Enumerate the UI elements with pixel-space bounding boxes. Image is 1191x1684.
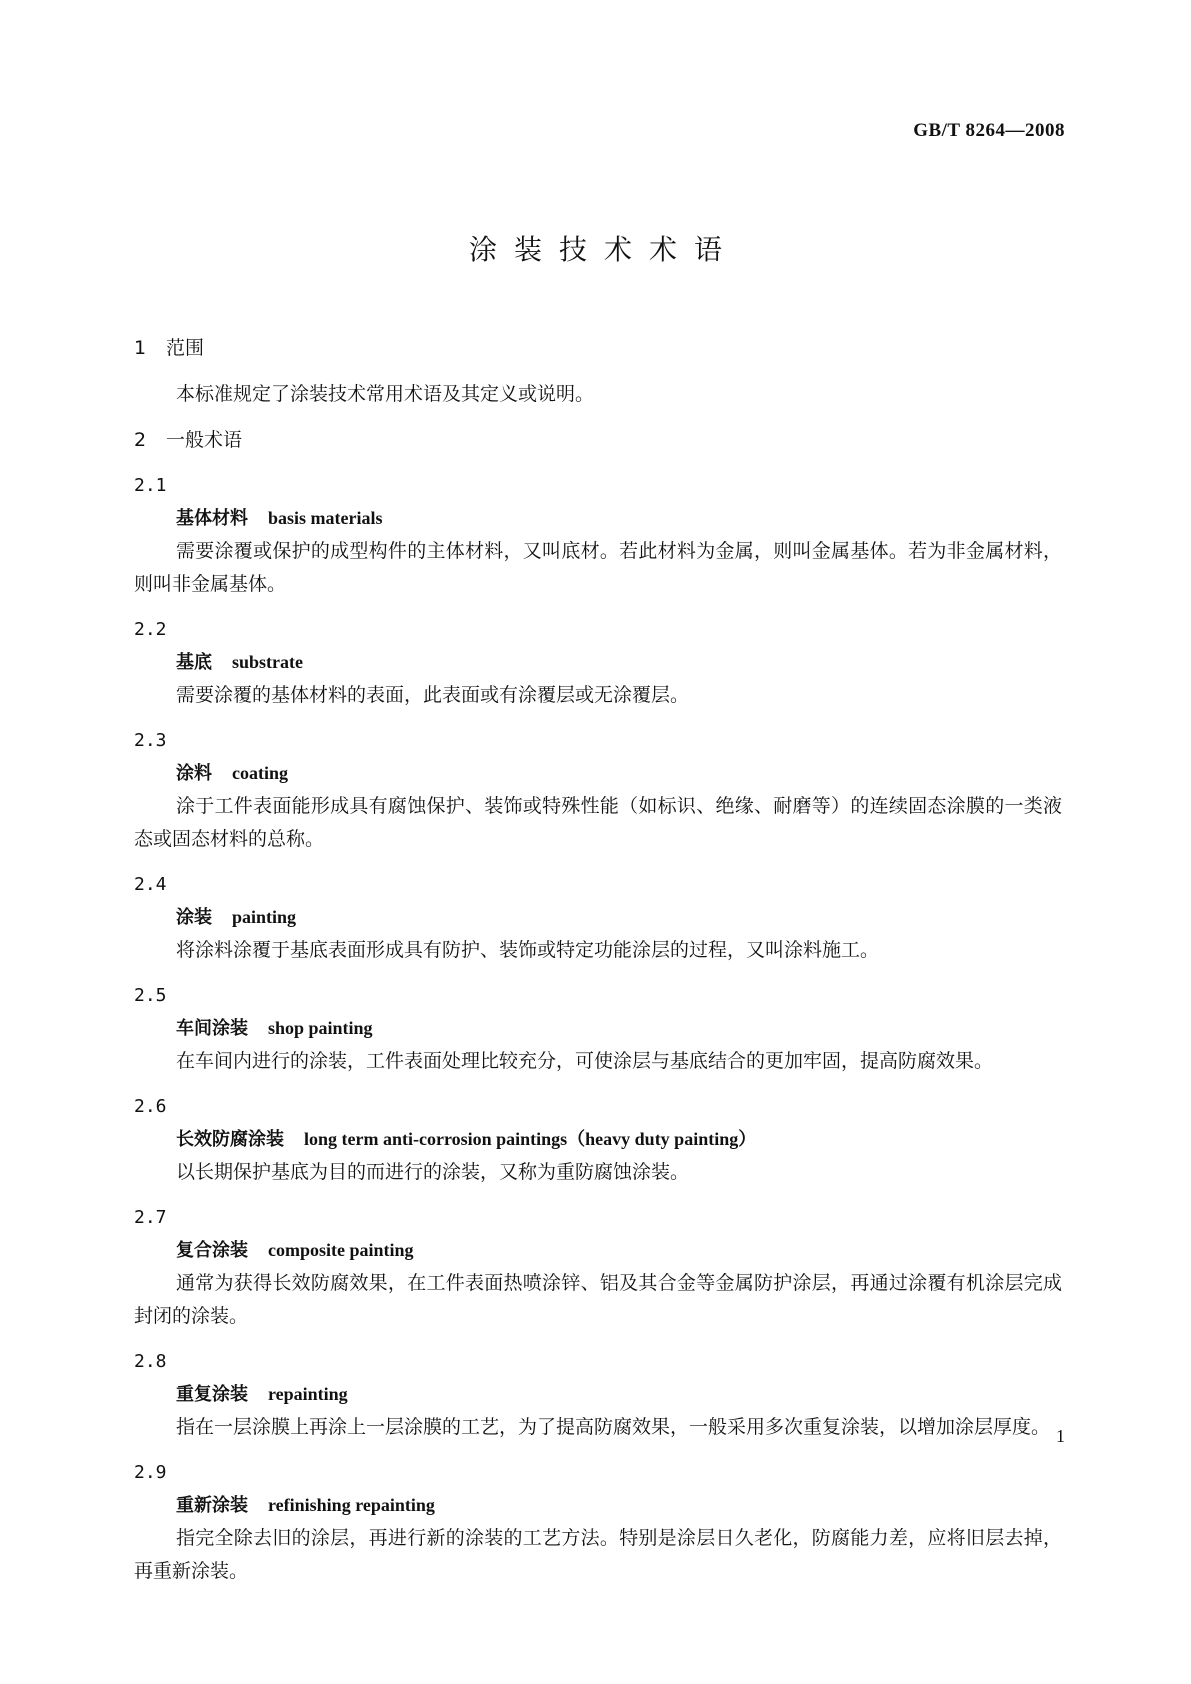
term-number: 2.7 [134,1207,167,1228]
page-number: 1 [1056,1426,1065,1446]
term-english: composite painting [268,1240,414,1260]
term-heading [134,1378,1062,1411]
term-number: 2.9 [134,1462,167,1483]
term-definition: 涂于工件表面能形成具有腐蚀保护、装饰或特殊性能（如标识、绝缘、耐磨等）的连续固态涂膜的一类液态或固态材料的总称。 [134,795,1062,850]
term-heading [134,757,1062,790]
term-heading [134,901,1062,934]
document-title: 涂装技术术语 [468,233,739,266]
term-chinese: 车间涂装 [176,1018,248,1039]
section-heading [134,424,1062,457]
section-heading [134,332,1062,365]
term-chinese: 重复涂装 [176,1384,248,1405]
section-body: 本标准规定了涂装技术常用术语及其定义或说明。 [176,383,595,405]
term-definition: 指在一层涂膜上再涂上一层涂膜的工艺，为了提高防腐效果，一般采用多次重复涂装，以增加涂层厚度。 [176,1416,1051,1438]
standard-code: GB/T 8264—2008 [913,120,1065,141]
term-english: refinishing repainting [268,1495,435,1515]
term-definition: 以长期保护基底为目的而进行的涂装，又称为重防腐蚀涂装。 [176,1161,690,1183]
term-heading [134,1234,1062,1267]
term-chinese: 复合涂装 [176,1240,248,1261]
term-number: 2.2 [134,619,167,640]
term-number: 2.8 [134,1351,167,1372]
term-number: 2.1 [134,475,167,496]
term-number: 2.6 [134,1096,167,1117]
term-chinese: 基体材料 [176,508,248,529]
section-number: 2 [134,429,147,451]
term-chinese: 涂装 [176,907,212,928]
term-heading [134,1012,1062,1045]
term-english: painting [232,907,297,927]
section-title: 范围 [166,337,205,359]
section-number: 1 [134,337,147,359]
term-definition: 通常为获得长效防腐效果，在工件表面热喷涂锌、铝及其合金等金属防护涂层，再通过涂覆有机涂层完成封闭的涂装。 [134,1272,1062,1327]
term-number: 2.3 [134,730,167,751]
term-heading [134,502,1062,535]
term-heading [134,646,1062,679]
term-definition: 将涂料涂覆于基底表面形成具有防护、装饰或特定功能涂层的过程，又叫涂料施工。 [176,939,880,961]
term-definition: 在车间内进行的涂装，工件表面处理比较充分，可使涂层与基底结合的更加牢固，提高防腐效果。 [176,1050,994,1072]
term-english: coating [232,763,288,783]
term-chinese: 长效防腐涂装 [176,1129,284,1150]
term-english: basis materials [268,508,383,528]
term-number: 2.4 [134,874,167,895]
term-english: long term anti-corrosion paintings（heavy duty painting） [304,1129,757,1149]
term-definition: 需要涂覆的基体材料的表面，此表面或有涂覆层或无涂覆层。 [176,684,690,706]
term-chinese: 重新涂装 [176,1495,248,1516]
document-body [134,332,1062,1588]
term-english: shop painting [268,1018,373,1038]
term-number: 2.5 [134,985,167,1006]
term-chinese: 基底 [176,652,212,673]
term-chinese: 涂料 [176,763,212,784]
term-definition: 指完全除去旧的涂层，再进行新的涂装的工艺方法。特别是涂层日久老化，防腐能力差，应将旧层去掉，再重新涂装。 [134,1527,1062,1582]
term-english: repainting [268,1384,348,1404]
term-heading [134,1489,1062,1522]
term-definition: 需要涂覆或保护的成型构件的主体材料，又叫底材。若此材料为金属，则叫金属基体。若为非金属材料，则叫非金属基体。 [134,540,1062,595]
section-title: 一般术语 [166,429,243,451]
term-heading [134,1123,1062,1156]
term-english: substrate [232,652,303,672]
